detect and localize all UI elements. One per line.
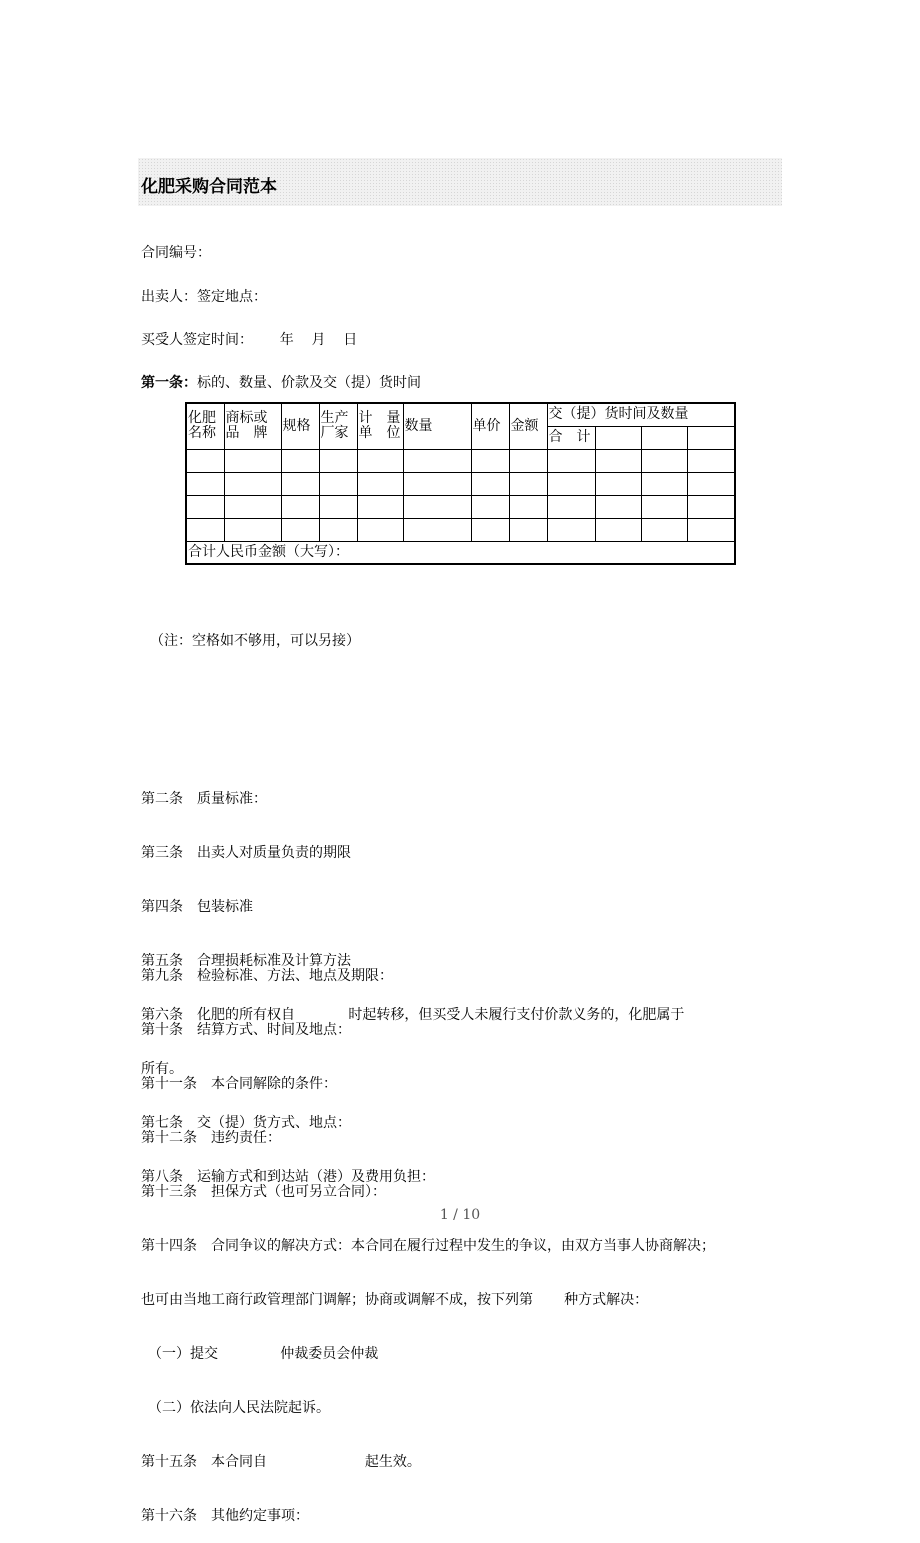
article-line: 第三条 出卖人对质量负责的期限 — [141, 845, 351, 861]
table-row — [186, 449, 735, 472]
article-1-label: 第一条： — [141, 375, 197, 391]
articles-block-2 — [141, 931, 715, 1543]
table-row — [186, 518, 735, 541]
article-1 — [141, 372, 421, 392]
header-unit-price: 单价 — [471, 403, 509, 449]
article-1-text: 标的、数量、价款及交（提）货时间 — [197, 375, 421, 391]
article-line: 第八条 运输方式和到达站（港）及费用负担： — [141, 1169, 435, 1185]
contract-number-field: 合同编号： — [141, 245, 211, 261]
article-line: 第十一条 本合同解除的条件： — [141, 1076, 337, 1092]
article-line: 第十三条 担保方式（也可另立合同）： — [141, 1184, 386, 1200]
article-line: 所有。 — [141, 1061, 183, 1077]
table-cell — [641, 426, 687, 449]
table-cell — [687, 426, 735, 449]
header-unit: 计 量 单 位 — [357, 403, 403, 449]
document-title: 化肥采购合同范本 — [141, 177, 277, 197]
header-delivery: 交（提）货时间及数量 — [547, 403, 735, 426]
table-row — [186, 472, 735, 495]
header-spec: 规格 — [281, 403, 319, 449]
table-total-rmb: 合计人民币金额（大写）： — [186, 541, 735, 564]
table-cell — [595, 426, 641, 449]
article-line: 第六条 化肥的所有权自 时起转移，但买受人未履行支付价款义务的，化肥属于 — [141, 1007, 685, 1023]
article-line: 第十五条 本合同自 起生效。 — [141, 1454, 421, 1470]
article-line: 第五条 合理损耗标准及计算方法 — [141, 953, 351, 969]
article-line: 第十四条 合同争议的解决方式：本合同在履行过程中发生的争议，由双方当事人协商解决； — [141, 1238, 715, 1254]
article-line: 第十六条 其他约定事项： — [141, 1508, 309, 1524]
table-row — [186, 495, 735, 518]
buyer-field: 买受人签定时间： 年 月 日 — [141, 332, 358, 348]
article-line: 第二条 质量标准： — [141, 791, 267, 807]
header-fertilizer-name: 化肥 名称 — [186, 403, 224, 449]
header-total: 合 计 — [547, 426, 595, 449]
goods-table — [185, 402, 736, 565]
article-line: 第十二条 违约责任： — [141, 1130, 281, 1146]
article-line: （一）提交 仲裁委员会仲裁 — [141, 1346, 379, 1362]
table-note: （注：空格如不够用，可以另接） — [150, 633, 360, 649]
header-manufacturer: 生产 厂家 — [319, 403, 357, 449]
article-line: 第七条 交（提）货方式、地点： — [141, 1115, 351, 1131]
article-line: 第九条 检验标准、方法、地点及期限： — [141, 968, 393, 984]
article-line: 第四条 包装标准 — [141, 899, 253, 915]
article-line: 第十条 结算方式、时间及地点： — [141, 1022, 351, 1038]
header-quantity: 数量 — [403, 403, 471, 449]
seller-field: 出卖人：签定地点： — [141, 289, 267, 305]
article-line: 也可由当地工商行政管理部门调解；协商或调解不成，按下列第 种方式解决： — [141, 1292, 649, 1308]
header-brand: 商标或 品 牌 — [224, 403, 281, 449]
header-amount: 金额 — [509, 403, 547, 449]
article-line: （二）依法向人民法院起诉。 — [141, 1400, 330, 1416]
page-number: 1 / 10 — [439, 1207, 481, 1223]
